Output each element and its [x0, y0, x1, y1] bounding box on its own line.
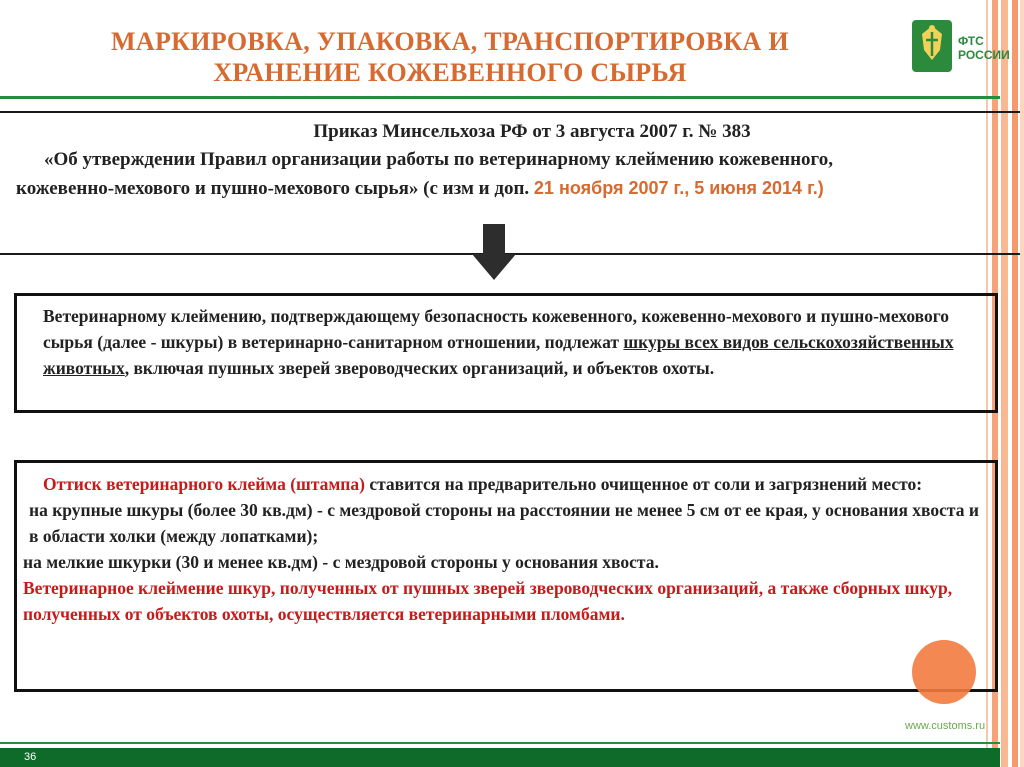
- decorative-circle: [912, 640, 976, 704]
- stamp-lead: Оттиск ветеринарного клейма (штампа) ставится на предварительно очищенное от соли и загрязнений место:: [43, 474, 923, 494]
- footer-bar: [0, 748, 1000, 767]
- order-line-2: «Об утверждении Правил организации работы по ветеринарному клеймению кожевенного,: [44, 149, 833, 170]
- underlined-phrase: шкуры всех видов сельскохозяйственных животных: [43, 332, 954, 378]
- header-divider: [0, 96, 1000, 99]
- title-line-1: МАРКИРОВКА, УПАКОВКА, ТРАНСПОРТИРОВКА И: [111, 27, 789, 56]
- website-label: www.customs.ru: [905, 720, 986, 732]
- branding-scope-text: Ветеринарному клеймению, подтверждающему безопасность кожевенного, кожевенно-мехового и пушно-мехового сырья (далее - шкуры) в ветеринарно-санитарном отношении, подлежат шкуры всех видов сельскохозяйственных животных, включая пушных зверей звероводческих организаций, и объектов охоты.: [43, 306, 954, 378]
- large-hides-rule: на крупные шкуры (более 30 кв.дм) - с мездровой стороны на расстоянии не менее 5 см от ее края, у основания хвоста и в области холки (между лопатками);: [29, 500, 979, 546]
- logo-text: [958, 34, 1010, 62]
- fur-seals-rule: Ветеринарное клеймение шкур, полученных от пушных зверей звероводческих организаций, а также сборных шкур, полученных от объектов охоты, осуществляется ветеринарными пломбами.: [23, 578, 953, 624]
- order-line-3-text: кожевенно-мехового и пушно-мехового сырья» (с изм и доп.: [16, 178, 530, 199]
- order-dates: 21 ноября 2007 г., 5 июня 2014 г.): [533, 178, 824, 198]
- title-line-2: ХРАНЕНИЕ КОЖЕВЕННОГО СЫРЬЯ: [213, 58, 687, 87]
- stamp-rules-box: [14, 460, 998, 692]
- page-number: 36: [24, 751, 37, 763]
- slide-title: [60, 26, 840, 88]
- order-top-rule: [0, 111, 1020, 113]
- footer-divider: [0, 742, 1000, 744]
- order-line-1: Приказ Минсельхоза РФ от 3 августа 2007 г. № 383: [313, 121, 751, 142]
- down-arrow-icon: [472, 224, 516, 282]
- stamp-lead-red: Оттиск ветеринарного клейма (штампа): [43, 474, 365, 494]
- small-hides-rule: на мелкие шкурки (30 и менее кв.дм) - с мездровой стороны у основания хвоста.: [23, 552, 659, 572]
- order-reference: [0, 118, 1024, 203]
- order-line-3: [0, 174, 1024, 203]
- logo-text-line-1: ФТС: [958, 34, 984, 48]
- logo-text-line-2: РОССИИ: [958, 48, 1010, 62]
- branding-scope-box: [14, 293, 998, 413]
